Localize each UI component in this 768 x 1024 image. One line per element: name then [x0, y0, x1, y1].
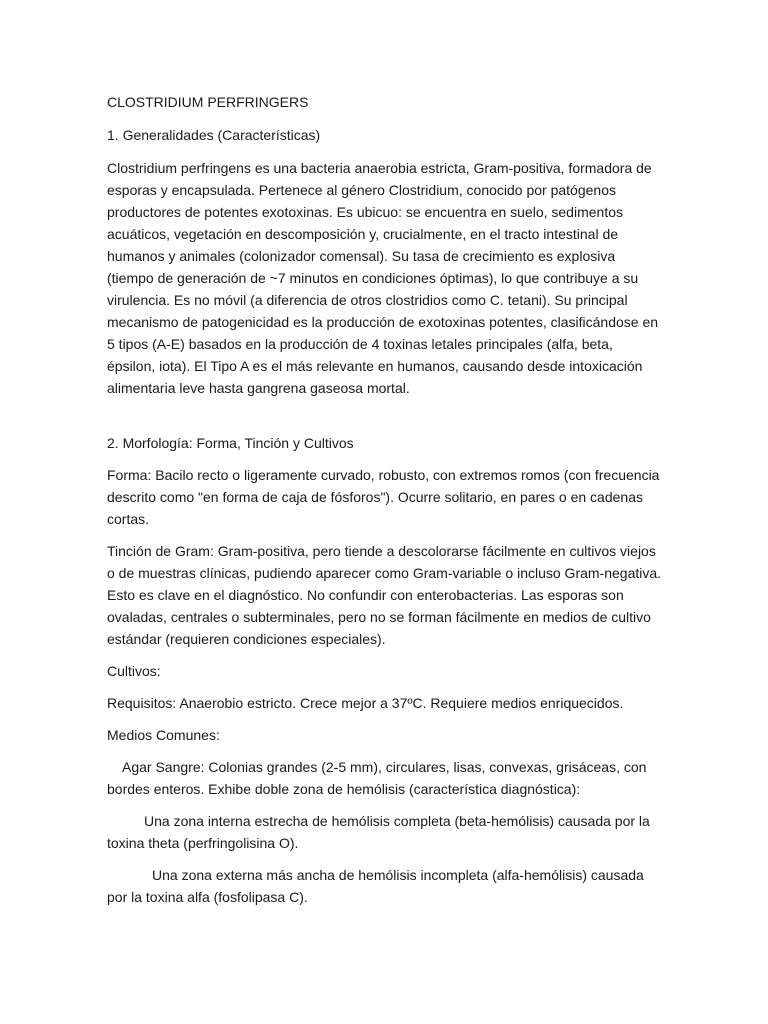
section-1-heading: 1. Generalidades (Características)	[107, 127, 321, 143]
zona-externa-paragraph: Una zona externa más ancha de hemólisis incompleta (alfa-hemólisis) causada por la toxina alfa (fosfolipasa C).	[107, 867, 644, 905]
section-1-paragraph: Clostridium perfringens es una bacteria anaerobia estricta, Gram-positiva, formadora de esporas y encapsulada. Pertenece al género Clostridium, conocido por patógenos productores de potentes exotoxinas. Es ubicuo: se encuentra en suelo, sedimentos acuáticos, vegetación en descomposición y, crucialmente, en el tracto intestinal de humanos y animales (colonizador comensal). Su tasa de crecimiento es explosiva (tiempo de generación de ~7 minutos en condiciones óptimas), lo que contribuye a su virulencia. Es no móvil (a diferencia de otros clostridios como C. tetani). Su principal mecanismo de patogenicidad es la producción de exotoxinas potentes, clasificándose en 5 tipos (A-E) basados en la producción de 4 toxinas letales principales (alfa, beta, épsilon, iota). El Tipo A es el más relevante en humanos, causando desde intoxicación alimentaria leve hasta gangrena gaseosa mortal.	[107, 160, 659, 396]
forma-paragraph: Forma: Bacilo recto o ligeramente curvado, robusto, con extremos romos (con frecuencia descrito como "en forma de caja de fósforos"). Ocurre solitario, en pares o en cadenas cortas.	[107, 467, 660, 527]
agar-sangre-paragraph: Agar Sangre: Colonias grandes (2-5 mm), circulares, lisas, convexas, grisáceas, con bordes enteros. Exhibe doble zona de hemólisis (característica diagnóstica):	[107, 759, 647, 797]
medios-heading: Medios Comunes:	[107, 727, 220, 743]
document-page	[107, 91, 662, 908]
cultivos-heading: Cultivos:	[107, 663, 161, 679]
section-2-heading: 2. Morfología: Forma, Tinción y Cultivos	[107, 435, 354, 451]
tincion-paragraph: Tinción de Gram: Gram-positiva, pero tiende a descolorarse fácilmente en cultivos viejos o de muestras clínicas, pudiendo aparecer como Gram-variable o incluso Gram-negativa. Esto es clave en el diagnóstico. No confundir con enterobacterias. Las esporas son ovaladas, centrales o subterminales, pero no se forman fácilmente en medios de cultivo estándar (requieren condiciones especiales).	[107, 543, 662, 647]
zona-interna-paragraph: Una zona interna estrecha de hemólisis completa (beta-hemólisis) causada por la toxina theta (perfringolisina O).	[107, 813, 650, 851]
document-title: CLOSTRIDIUM PERFRINGERS	[107, 94, 309, 110]
requisitos-paragraph: Requisitos: Anaerobio estricto. Crece mejor a 37ºC. Requiere medios enriquecidos.	[107, 695, 624, 711]
